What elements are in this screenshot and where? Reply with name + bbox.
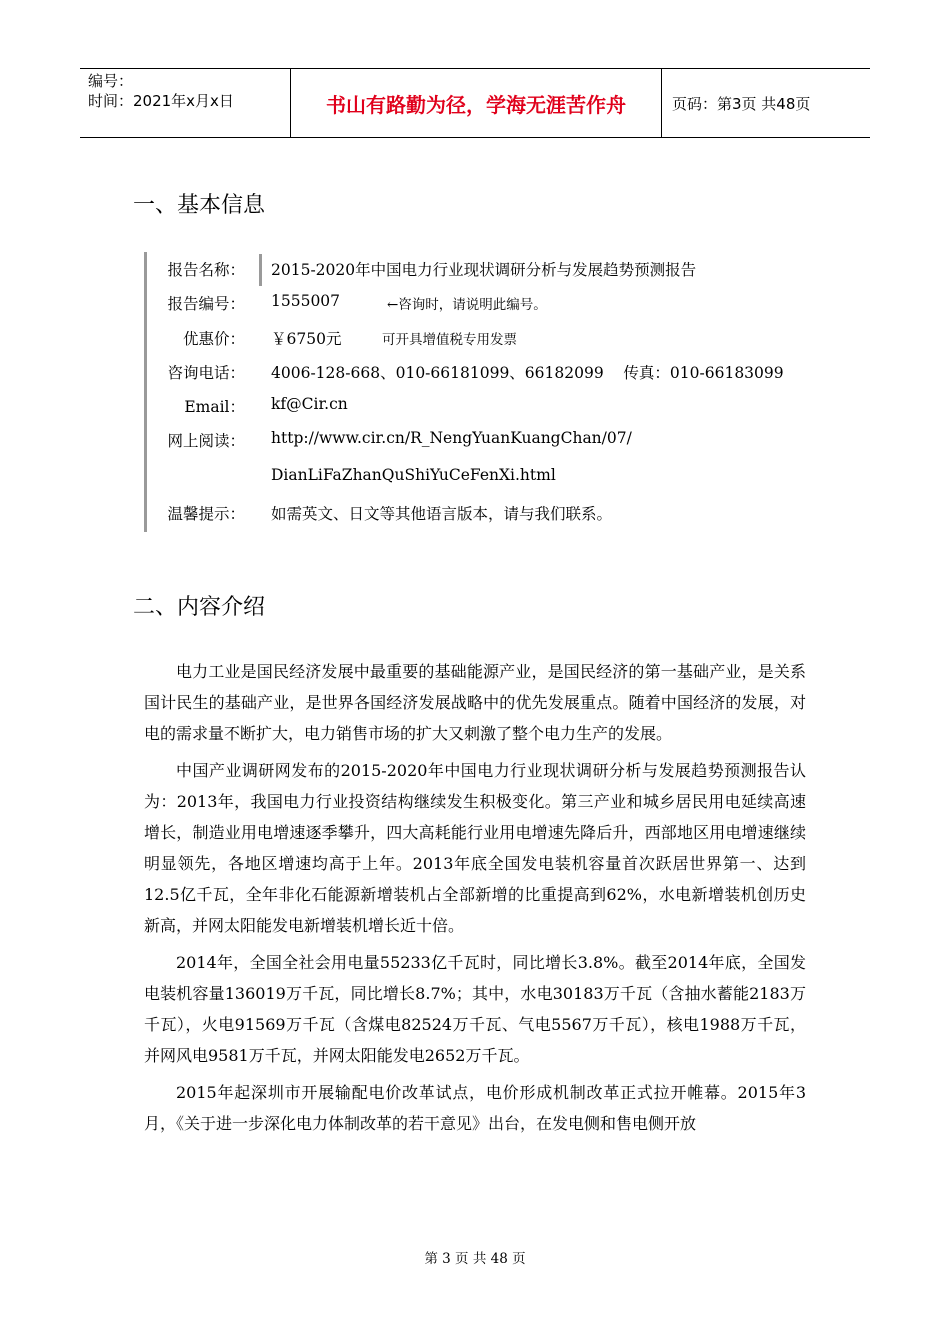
- info-label: 咨询电话：: [167, 364, 245, 382]
- time-line: 时间：2021年x月x日: [88, 92, 234, 110]
- header-motto: 书山有路勤为径，学海无涯苦作舟: [290, 69, 662, 137]
- content-body: [144, 656, 806, 1145]
- email-link[interactable]: kf@Cir.cn: [271, 395, 348, 413]
- online-link-line1[interactable]: http://www.cir.cn/R_NengYuanKuangChan/07/: [271, 429, 632, 447]
- paragraph: 中国产业调研网发布的2015-2020年中国电力行业现状调研分析与发展趋势预测报告认为：2013年，我国电力行业投资结构继续发生积极变化。第三产业和城乡居民用电延续高速增长，制造业用电增速逐季攀升，四大高耗能行业用电增速先降后升，西部地区用电增速继续明显领先，各地区增速均高于上年。2013年底全国发电装机容量首次跃居世界第一、达到12.5亿千瓦，全年非化石能源新增装机占全部新增的比重提高到62%，水电新增装机创历史新高，并网太阳能发电新增装机增长近十倍。: [144, 761, 806, 935]
- title-marker: [259, 254, 262, 286]
- header-page-info: 页码：第3页 共48页: [672, 94, 811, 113]
- info-block: [144, 252, 827, 532]
- header-table: [80, 68, 870, 138]
- number-label: 编号：: [88, 72, 134, 90]
- info-value: 如需英文、日文等其他语言版本，请与我们联系。: [271, 505, 613, 523]
- info-label: 报告名称：: [167, 261, 245, 279]
- info-label: 优惠价：: [182, 330, 245, 348]
- page-footer: 第 3 页 共 48 页: [424, 1251, 526, 1267]
- info-note: 可开具增值税专用发票: [382, 332, 517, 348]
- info-note: ←咨询时，请说明此编号。: [387, 297, 547, 313]
- paragraph: 电力工业是国民经济发展中最重要的基础能源产业，是国民经济的第一基础产业，是关系国计民生的基础产业，是世界各国经济发展战略中的优先发展重点。随着中国经济的发展，对电的需求量不断扩大，电力销售市场的扩大又刺激了整个电力生产的发展。: [144, 662, 806, 743]
- online-link-line2[interactable]: DianLiFaZhanQuShiYuCeFenXi.html: [271, 466, 556, 484]
- paragraph: 2014年，全国全社会用电量55233亿千瓦时，同比增长3.8%。截至2014年底，全国发电装机容量136019万千瓦，同比增长8.7%；其中，水电30183万千瓦（含抽水蓄能2183万千瓦），火电91569万千瓦（含煤电82524万千瓦、气电5567万千瓦），核电1988万千瓦，并网风电9581万千瓦，并网太阳能发电2652万千瓦。: [144, 953, 806, 1065]
- info-value: 4006-128-668、010-66181099、66182099 传真：010-66183099: [271, 364, 784, 382]
- info-value: 2015-2020年中国电力行业现状调研分析与发展趋势预测报告: [271, 261, 697, 279]
- info-label: Email：: [184, 398, 245, 416]
- paragraph: 2015年起深圳市开展输配电价改革试点，电价形成机制改革正式拉开帷幕。2015年3月，《关于进一步深化电力体制改革的若干意见》出台，在发电侧和售电侧开放: [144, 1083, 806, 1133]
- info-label: 温馨提示：: [167, 505, 245, 523]
- info-label: 报告编号：: [167, 295, 245, 313]
- info-value: ￥6750元: [271, 330, 342, 348]
- section-title-basic-info: 一、基本信息: [133, 193, 266, 218]
- section-title-content-intro: 二、内容介绍: [133, 595, 266, 620]
- info-label: 网上阅读：: [167, 432, 245, 450]
- info-value: 1555007: [271, 292, 341, 310]
- header-meta: [80, 69, 290, 137]
